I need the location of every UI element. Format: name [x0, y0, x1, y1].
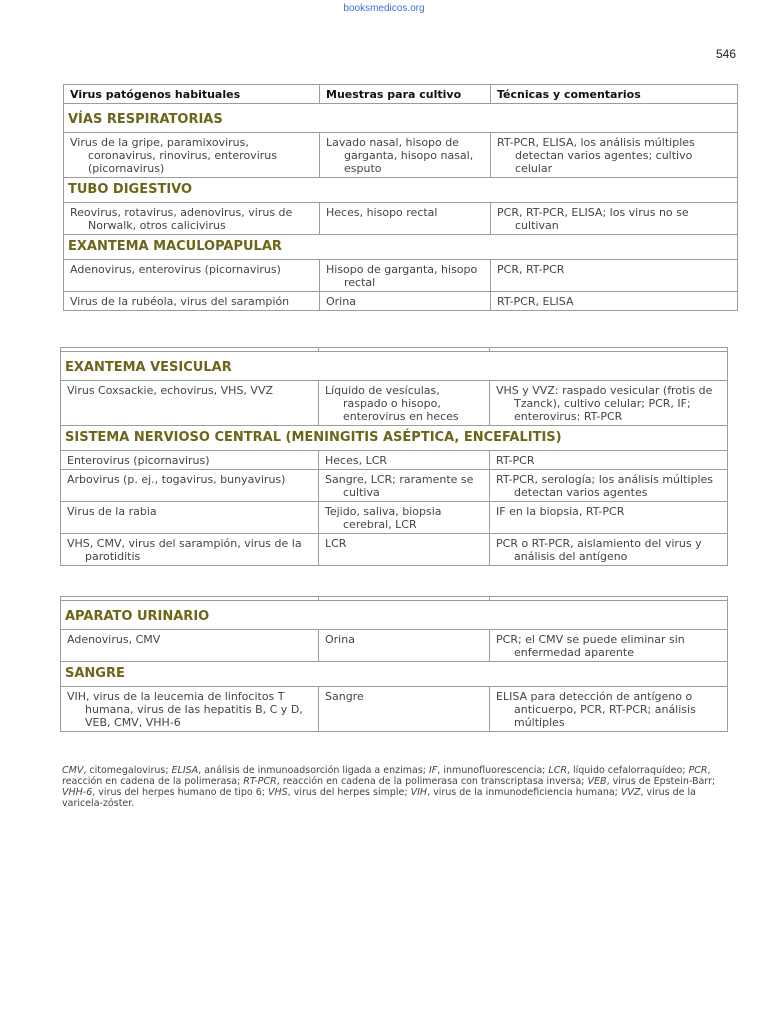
footnote-definition: , virus del herpes humano de tipo 6;: [92, 787, 268, 798]
section-title: SISTEMA NERVIOSO CENTRAL (MENINGITIS ASÉPTICA, ENCEFALITIS): [61, 426, 728, 451]
virus-table-part-1: [63, 84, 738, 311]
sample-cell: Orina: [326, 295, 356, 308]
footnote-abbreviation: VHS: [267, 787, 288, 798]
footnote-definition: , virus de Epstein-Barr;: [606, 776, 716, 787]
table-row: [64, 133, 738, 178]
footnote-abbreviation: PCR: [688, 765, 708, 776]
virus-cell: Arbovirus (p. ej., togavirus, bunyavirus): [67, 473, 286, 486]
footnote-abbreviation: VEB: [587, 776, 607, 787]
virus-table-part-3: [60, 596, 728, 732]
footnote-abbreviation: VHH-6: [62, 787, 93, 798]
section-title: SANGRE: [61, 662, 728, 687]
footnote-abbreviation: VVZ: [620, 787, 641, 798]
technique-cell: PCR; el CMV se puede eliminar sin enfermedad aparente: [496, 633, 685, 659]
sample-cell: Hisopo de garganta, hisopo rectal: [326, 263, 478, 289]
sample-cell: Sangre, LCR; raramente se cultiva: [325, 473, 474, 499]
sample-cell: Sangre: [325, 690, 364, 703]
sample-cell: Heces, LCR: [325, 454, 388, 467]
table-row: [61, 470, 728, 502]
technique-cell: PCR o RT-PCR, aislamiento del virus y análisis del antígeno: [496, 537, 702, 563]
footnote-definition: , inmunofluorescencia;: [437, 765, 549, 776]
table-row: [64, 292, 738, 311]
technique-cell: IF en la biopsia, RT-PCR: [496, 505, 625, 518]
page-number: 546: [715, 47, 736, 61]
footnote-abbreviation: VIH: [410, 787, 428, 798]
footnote-abbreviation: IF: [429, 765, 438, 776]
virus-table-part-2: [60, 347, 728, 566]
technique-cell: VHS y VVZ: raspado vesicular (frotis de Tzanck), cultivo celular; PCR, IF; enterovirus: RT-PCR: [496, 384, 713, 423]
section-row: [61, 662, 728, 687]
table-row: [61, 451, 728, 470]
section-title: TUBO DIGESTIVO: [64, 178, 738, 203]
technique-cell: RT-PCR, ELISA, los análisis múltiples detectan varios agentes; cultivo celular: [497, 136, 695, 175]
footnote-definition: , virus de la varicela-zóster.: [62, 787, 696, 809]
section-row: [61, 426, 728, 451]
virus-cell: Adenovirus, CMV: [67, 633, 161, 646]
table-header-row: [64, 85, 738, 104]
section-row: [61, 352, 728, 381]
sample-cell: Tejido, saliva, biopsia cerebral, LCR: [325, 505, 442, 531]
footnote-definition: , reacción en cadena de la polimerasa con transcriptasa inversa;: [276, 776, 588, 787]
table-row: [64, 260, 738, 292]
footnote-abbreviation: ELISA: [171, 765, 199, 776]
footnote-definition: , reacción en cadena de la polimerasa;: [62, 765, 711, 787]
table-row: [61, 630, 728, 662]
abbreviations-footnote: [62, 765, 730, 809]
virus-cell: Virus de la rabia: [67, 505, 157, 518]
technique-cell: RT-PCR: [496, 454, 535, 467]
sample-cell: Líquido de vesículas, raspado o hisopo, enterovirus en heces: [325, 384, 459, 423]
footnote-definition: , análisis de inmunoadsorción ligada a enzimas;: [198, 765, 429, 776]
virus-cell: VHS, CMV, virus del sarampión, virus de la parotiditis: [67, 537, 302, 563]
virus-cell: Virus Coxsackie, echovirus, VHS, VVZ: [67, 384, 274, 397]
footnote-abbreviation: LCR: [548, 765, 567, 776]
footnote-abbreviation: RT-PCR: [243, 776, 277, 787]
column-header: Virus patógenos habituales: [64, 85, 320, 104]
section-row: [64, 235, 738, 260]
table-row: [61, 534, 728, 566]
site-link[interactable]: booksmedicos.org: [343, 3, 425, 14]
virus-cell: Virus de la gripe, paramixovirus, coronavirus, rinovirus, enterovirus (picornavirus): [70, 136, 277, 175]
technique-cell: RT-PCR, ELISA: [497, 295, 574, 308]
sample-cell: Orina: [325, 633, 355, 646]
footnote-definition: , virus de la inmunodeficiencia humana;: [427, 787, 621, 798]
sample-cell: Heces, hisopo rectal: [326, 206, 438, 219]
technique-cell: PCR, RT-PCR: [497, 263, 565, 276]
section-title: EXANTEMA MACULOPAPULAR: [64, 235, 738, 260]
footnote-definition: , citomegalovirus;: [83, 765, 172, 776]
technique-cell: ELISA para detección de antígeno o anticuerpo, PCR, RT-PCR; análisis múltiples: [496, 690, 696, 729]
section-title: APARATO URINARIO: [61, 601, 728, 630]
table-row: [64, 203, 738, 235]
virus-cell: Reovirus, rotavirus, adenovirus, virus de Norwalk, otros calicivirus: [70, 206, 293, 232]
table-row: [61, 381, 728, 426]
section-title: VÍAS RESPIRATORIAS: [64, 104, 738, 133]
footnote-definition: , líquido cefalorraquídeo;: [566, 765, 689, 776]
section-row: [64, 104, 738, 133]
section-title: EXANTEMA VESICULAR: [61, 352, 728, 381]
footnote-definition: , virus del herpes simple;: [287, 787, 411, 798]
section-row: [61, 601, 728, 630]
footnote-abbreviation: CMV: [62, 765, 84, 776]
table-row: [61, 502, 728, 534]
sample-cell: LCR: [325, 537, 347, 550]
technique-cell: PCR, RT-PCR, ELISA; los virus no se cultivan: [497, 206, 689, 232]
section-row: [64, 178, 738, 203]
technique-cell: RT-PCR, serología; los análisis múltiples detectan varios agentes: [496, 473, 713, 499]
column-header: Muestras para cultivo: [320, 85, 491, 104]
table-row: [61, 687, 728, 732]
virus-cell: Virus de la rubéola, virus del sarampión: [70, 295, 290, 308]
virus-cell: Enterovirus (picornavirus): [67, 454, 210, 467]
column-header: Técnicas y comentarios: [491, 85, 738, 104]
sample-cell: Lavado nasal, hisopo de garganta, hisopo nasal, esputo: [326, 136, 474, 175]
virus-cell: VIH, virus de la leucemia de linfocitos T humana, virus de las hepatitis B, C y D, VEB, CMV, VHH-6: [67, 690, 303, 729]
virus-cell: Adenovirus, enterovirus (picornavirus): [70, 263, 281, 276]
